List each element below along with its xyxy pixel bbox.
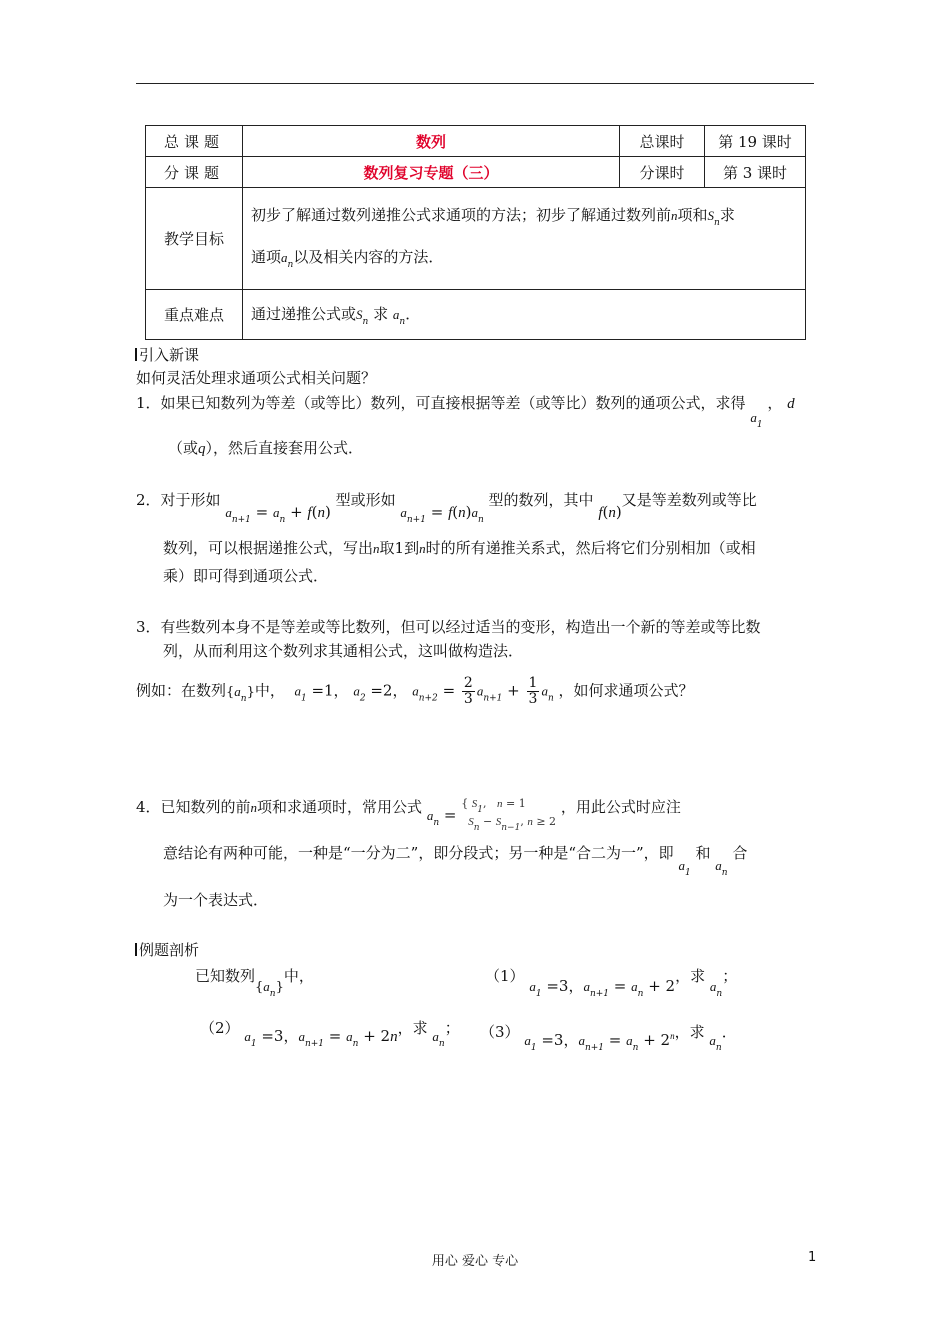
item2-text-e: 数列，可以根据递推公式，写出 [163, 539, 374, 557]
item2-line2: 数列，可以根据递推公式，写出n取1到n时的所有递推关系式，然后将它们分别相加（或相 [163, 539, 756, 557]
example-text-a: 例如：在数列 [136, 681, 227, 700]
total-topic-title: 数列 [243, 126, 620, 157]
problem-2: （2） $a_1 =3$，$a_{n+1} = a_n + 2n$，求 $a_n$； [200, 1019, 460, 1049]
sub-topic-title: 数列复习专题（三） [243, 157, 620, 188]
objectives-text-c: 求 [719, 205, 735, 224]
item2-text-h: 时的所有递推关系式，然后将它们分别相加（或相 [425, 539, 756, 557]
problem-1-ask: ，求 [675, 967, 706, 985]
item4-text-e: 和 [695, 844, 711, 862]
item4-text-c: ，用此公式时应注 [560, 798, 681, 816]
example-text-c: ，如何求通项公式？ [558, 681, 694, 700]
objectives-text-b: 项和 [677, 205, 708, 224]
problem-3-label: （3） [480, 1023, 520, 1041]
objectives-text-a: 初步了解通过数列递推公式求通项的方法；初步了解通过数列前 [251, 205, 672, 224]
example-intro-b: 中， [283, 967, 314, 985]
item4-text-a: 4．已知数列的前 [136, 798, 251, 816]
sub-hours-label: 分课时 [620, 157, 705, 188]
item1-line2: （或q），然后直接套用公式． [168, 439, 364, 457]
keypoints-text: 通过递推公式或$S_n$ 求 $a_n$． [243, 290, 806, 340]
objectives-text-e: 以及相关内容的方法． [293, 247, 444, 266]
sub-topic-label: 分课题 [146, 157, 243, 188]
section-heading-examples-text: 例题剖析 [139, 941, 200, 959]
example-text-b: 中， [254, 681, 285, 700]
piecewise-formula: $a_n$ = { $S_1$, n = 1 $S_n - S_{n-1}$, n ≥ 2 [426, 797, 557, 833]
lesson-header-table [145, 125, 806, 340]
item4-line1: 4．已知数列的前n项和求通项时，常用公式 $a_n$ = { $S_1$, n = 1 $S_n - S_{n-1}$, n ≥ 2 ，用此公式时应注 [136, 797, 681, 833]
item4-line3: 为一个表达式． [163, 891, 269, 909]
item4-text-b: 项和求通项时，常用公式 [257, 798, 423, 816]
keypoints-text-b: 求 [373, 304, 389, 323]
page-footer: 用心 爱心 专心 [431, 1254, 519, 1269]
objectives-text: 初步了解通过数列递推公式求通项的方法；初步了解通过数列前n项和$S_n$求 通项$a_n$以及相关内容的方法． [243, 188, 806, 290]
table-row [146, 157, 806, 188]
item4-text-d: 意结论有两种可能，一种是“一分为二”，即分段式；另一种是“合二为一”，即 [163, 844, 674, 862]
table-row [146, 126, 806, 157]
item2-text-a: 2．对于形如 [136, 491, 221, 509]
problem-2-ask: ，求 [397, 1019, 428, 1037]
problem-2-label: （2） [200, 1019, 240, 1037]
section-heading-examples [135, 939, 199, 960]
table-row [146, 290, 806, 340]
item2-text-b: 型或形如 [335, 491, 396, 509]
example-intro-a: 已知数列 [195, 967, 256, 985]
table-row [146, 188, 806, 290]
item2-text-f: 取 [379, 539, 395, 557]
objectives-label: 教学目标 [146, 188, 243, 290]
keypoints-text-c: ． [405, 304, 421, 323]
item2-text-d: 又是等差数列或等比 [621, 491, 757, 509]
problem-1-label: （1） [485, 967, 525, 985]
example-line: 例如：在数列$\{a_n\}$中， $a_1 =1$， $a_2 =2$， $a_{n+2}$ = $\frac{2}{3}$ $a_{n+1}$ + $\frac{1}{3}$ $a_n$ ，如何求通项公式？ [136, 675, 694, 707]
item1-text-b: （或 [168, 439, 199, 457]
example-intro: 已知数列$\{a_n\}$中， [195, 967, 314, 999]
item4-line2: 意结论有两种可能，一种是“一分为二”，即分段式；另一种是“合二为一”，即 $a_1$ 和 $a_n$ 合 [163, 844, 748, 878]
item3-line1: 3．有些数列本身不是等差或等比数列，但可以经过适当的变形，构造出一个新的等差或等比数 [136, 618, 761, 636]
problem-3: （3） $a_1 =3$，$a_{n+1} = a_n + 2^n$，求 $a_n$． [480, 1023, 737, 1053]
item2-line1: 2．对于形如 $a_{n+1} = a_n + f(n)$ 型或形如 $a_{n+1} = f(n)a_n$ 型的数列，其中 f(n)又是等差数列或等比 [136, 491, 757, 525]
problem-1: （1） $a_1 =3$，$a_{n+1} = a_n + 2$，求 $a_n$； [485, 967, 738, 999]
keypoints-label: 重点难点 [146, 290, 243, 340]
keypoints-text-a: 通过递推公式或 [251, 304, 357, 323]
intro-question: 如何灵活处理求通项公式相关问题？ [136, 369, 377, 387]
total-hours-label: 总课时 [620, 126, 705, 157]
item4-text-f: 合 [732, 844, 748, 862]
item2-text-g: 到 [404, 539, 420, 557]
top-rule [136, 83, 814, 84]
item2-text-c: 型的数列，其中 [488, 491, 594, 509]
section-heading-intro-text: 引入新课 [139, 346, 200, 364]
objectives-text-d: 通项 [251, 247, 282, 266]
item3-line2: 列，从而利用这个数列求其通相公式，这叫做构造法． [163, 642, 524, 660]
item1-text-a: 1．如果已知数列为等差（或等比）数列，可直接根据等差（或等比）数列的通项公式，求得 [136, 394, 746, 412]
problem-2-sep: ； [444, 1019, 460, 1037]
problem-1-sep: ； [722, 967, 738, 985]
item1-line1: 1．如果已知数列为等差（或等比）数列，可直接根据等差（或等比）数列的通项公式，求得 $a_1$ ， d [136, 394, 795, 430]
item1-text-c: ），然后直接套用公式． [205, 439, 364, 457]
total-topic-label: 总课题 [146, 126, 243, 157]
problem-3-ask: ，求 [674, 1023, 705, 1041]
total-hours-value: 第 19 课时 [705, 126, 806, 157]
item2-line3: 乘）即可得到通项公式． [163, 567, 329, 585]
sub-hours-value: 第 3 课时 [705, 157, 806, 188]
page-number: 1 [808, 1250, 817, 1265]
section-heading-intro [135, 344, 199, 365]
